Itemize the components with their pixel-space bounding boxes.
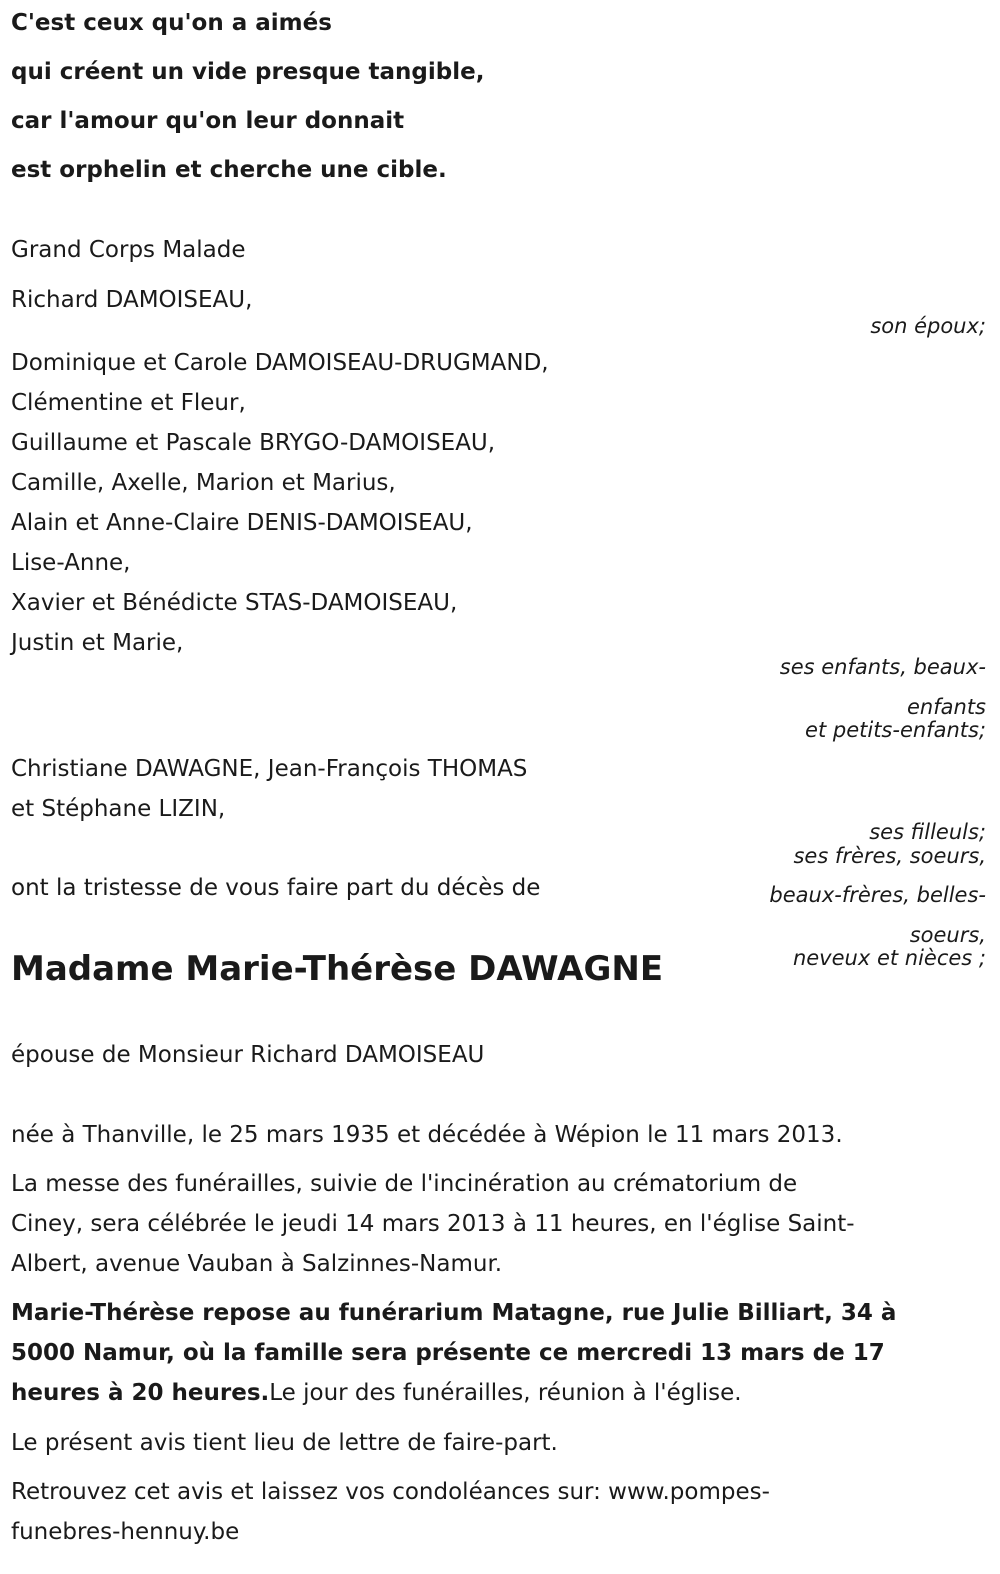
family-child-line: Guillaume et Pascale BRYGO-DAMOISEAU,: [11, 430, 496, 456]
family-spouse: Richard DAMOISEAU,: [11, 287, 253, 313]
poem-author: Grand Corps Malade: [11, 237, 246, 263]
family-child-line: Clémentine et Fleur,: [11, 390, 246, 416]
funerarium-line: 5000 Namur, où la famille sera présente ce mercredi 13 mars de 17: [11, 1340, 885, 1366]
children-relation: ses enfants, beaux-: [779, 655, 986, 679]
family-child-line: Alain et Anne-Claire DENIS-DAMOISEAU,: [11, 510, 473, 536]
children-relation: et petits-enfants;: [805, 718, 986, 742]
spouse-relation: son époux;: [870, 314, 986, 338]
siblings-relation: neveux et nièces ;: [792, 946, 986, 970]
website-line: Retrouvez cet avis et laissez vos condoléances sur: www.pompes-: [11, 1479, 770, 1505]
announcement: ont la tristesse de vous faire part du décès de: [11, 875, 541, 901]
family-godchildren-line: Christiane DAWAGNE, Jean-François THOMAS: [11, 756, 528, 782]
notice: Le présent avis tient lieu de lettre de faire-part.: [11, 1430, 558, 1456]
family-child-line: Justin et Marie,: [11, 630, 184, 656]
poem-line: C'est ceux qu'on a aimés: [11, 10, 332, 36]
funerarium-line: heures à 20 heures.: [11, 1380, 270, 1406]
family-godchildren-line: et Stéphane LIZIN,: [11, 796, 226, 822]
poem-line: car l'amour qu'on leur donnait: [11, 108, 405, 134]
mass-line: La messe des funérailles, suivie de l'incinération au crématorium de: [11, 1171, 798, 1197]
siblings-relation: ses frères, soeurs,: [793, 844, 986, 868]
funerarium-last-line: [11, 1380, 742, 1406]
family-child-line: Lise-Anne,: [11, 550, 131, 576]
siblings-relation: soeurs,: [909, 923, 986, 947]
family-child-line: Dominique et Carole DAMOISEAU-DRUGMAND,: [11, 350, 549, 376]
mass-line: Albert, avenue Vauban à Salzinnes-Namur.: [11, 1251, 503, 1277]
children-relation: enfants: [907, 695, 986, 719]
poem-line: qui créent un vide presque tangible,: [11, 59, 485, 85]
godchildren-relation: ses filleuls;: [869, 820, 986, 844]
website-line: funebres-hennuy.be: [11, 1519, 240, 1545]
poem-line: est orphelin et cherche une cible.: [11, 157, 447, 183]
siblings-relation: beaux-frères, belles-: [769, 883, 986, 907]
funerarium-tail: Le jour des funérailles, réunion à l'église.: [269, 1380, 742, 1406]
deceased-name: Madame Marie-Thérèse DAWAGNE: [11, 949, 664, 989]
spouse-line: épouse de Monsieur Richard DAMOISEAU: [11, 1042, 485, 1068]
family-child-line: Xavier et Bénédicte STAS-DAMOISEAU,: [11, 590, 458, 616]
family-child-line: Camille, Axelle, Marion et Marius,: [11, 470, 396, 496]
funerarium-line: Marie-Thérèse repose au funérarium Matagne, rue Julie Billiart, 34 à: [11, 1300, 897, 1326]
birth-death: née à Thanville, le 25 mars 1935 et décédée à Wépion le 11 mars 2013.: [11, 1122, 843, 1148]
mass-line: Ciney, sera célébrée le jeudi 14 mars 2013 à 11 heures, en l'église Saint-: [11, 1211, 855, 1237]
